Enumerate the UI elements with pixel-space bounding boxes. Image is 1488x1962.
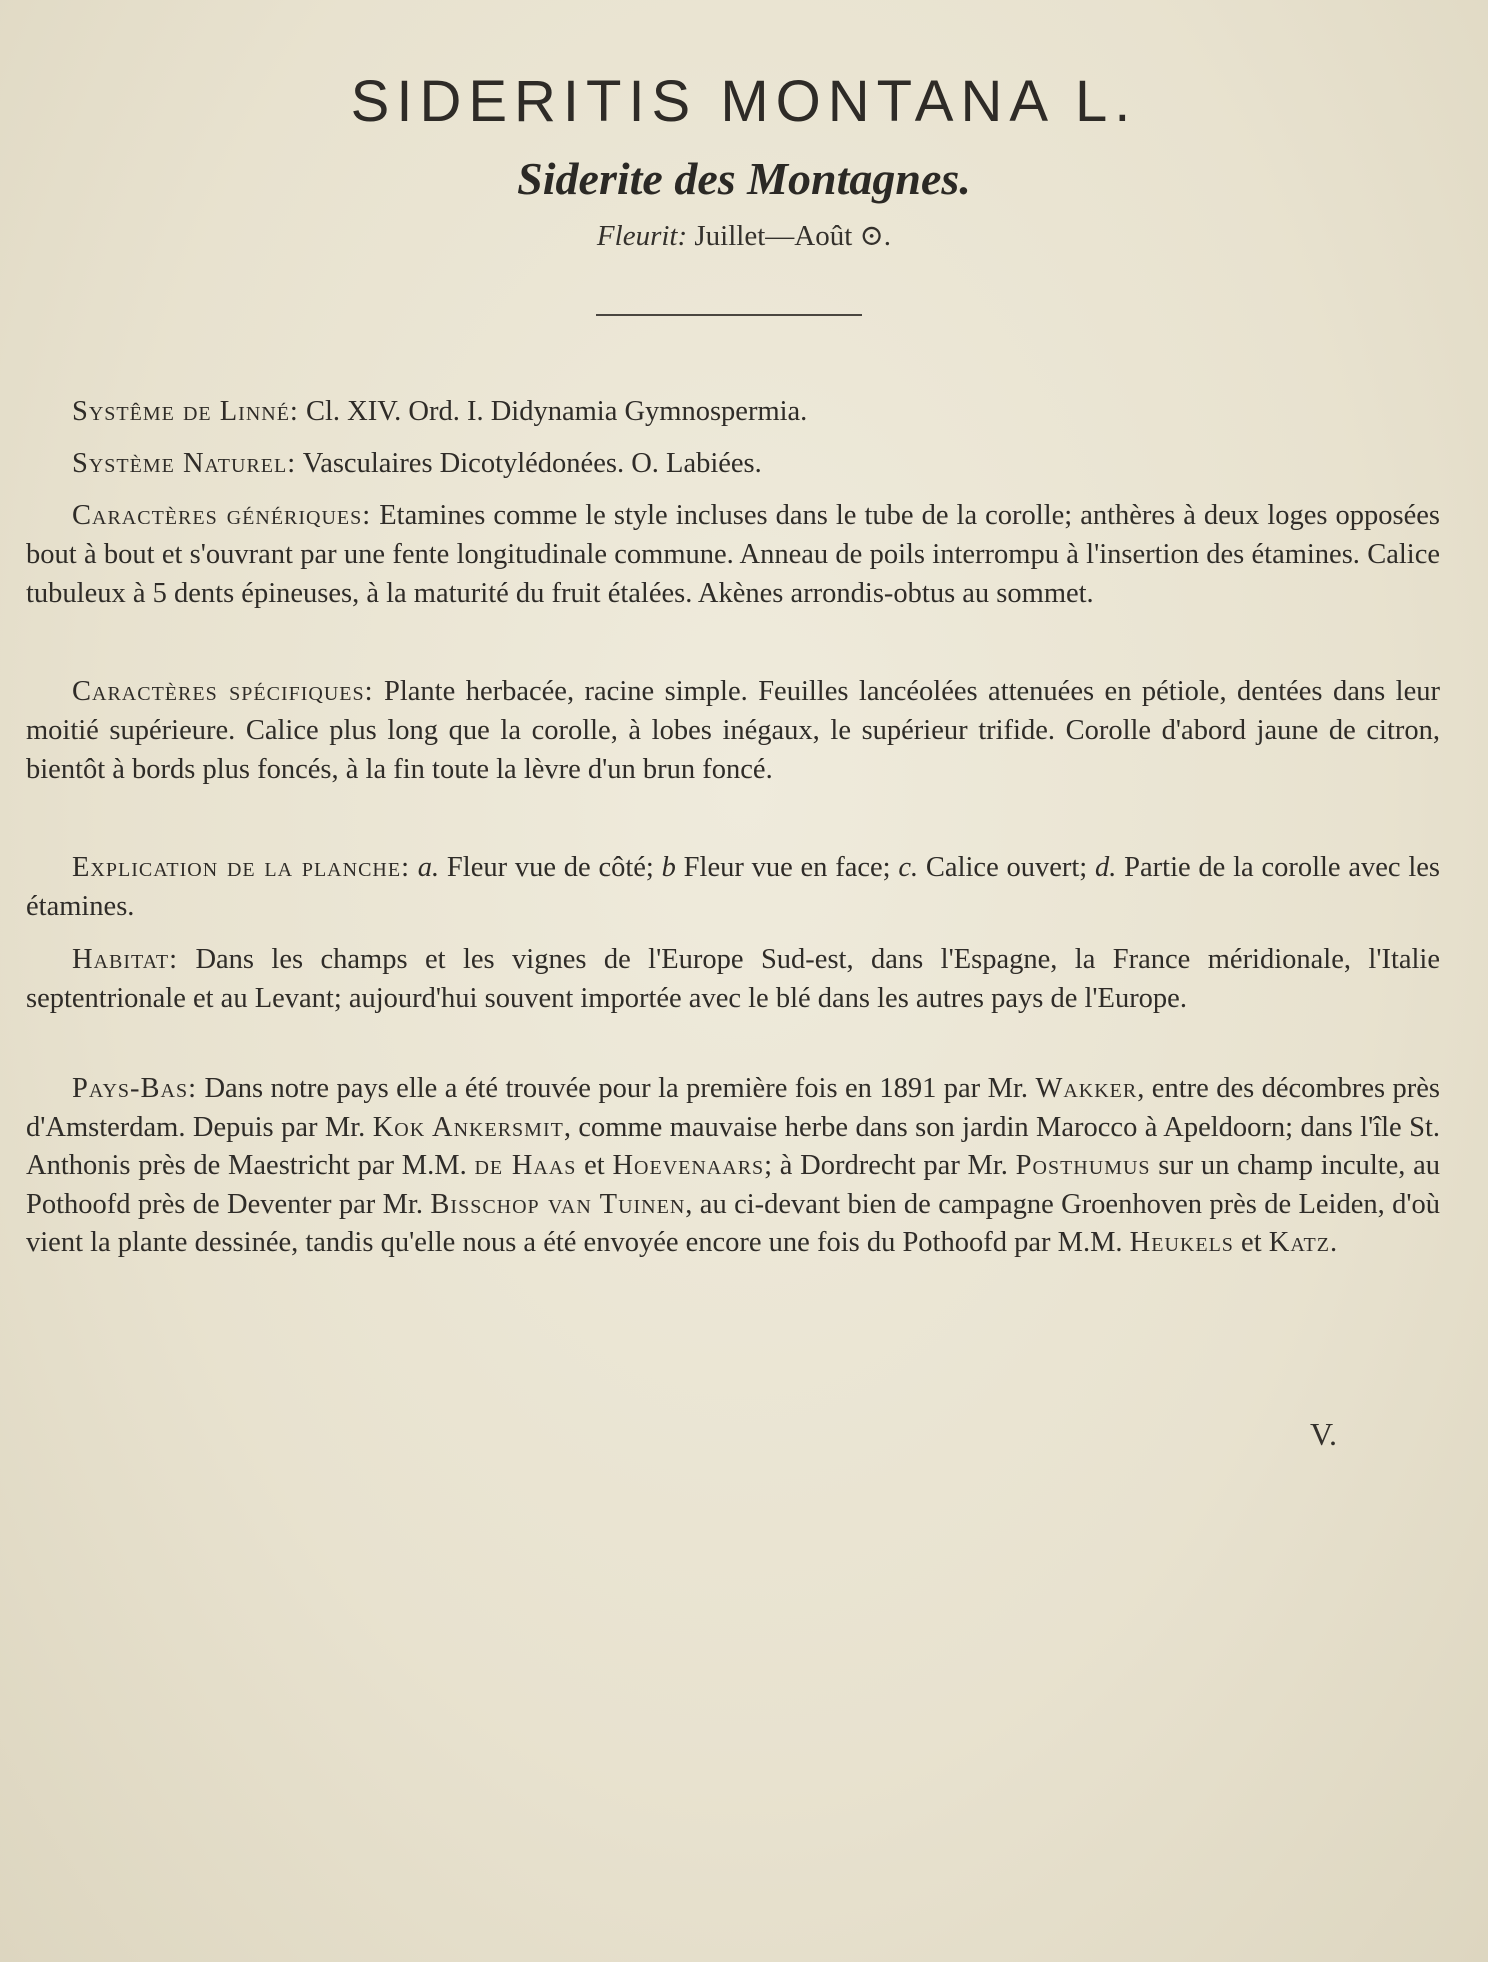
section-habitat <box>26 940 1440 1018</box>
section-text: Dans les champs et les vignes de l'Europe Sud-est, dans l'Espagne, la France méridionale, l'Italie septentrionale et au Levant; aujourd'hui souvent importée avec le blé dans les autres pays de l'Europe. <box>26 944 1440 1014</box>
page-subtitle: Siderite des Montagnes. <box>517 153 971 204</box>
section-label: Explication de la planche: <box>72 852 410 883</box>
section-text: Vasculaires Dicotylédonées. O. Labiées. <box>302 448 762 479</box>
section-generiques <box>26 496 1440 613</box>
section-naturel <box>72 444 1432 483</box>
section-text: et <box>584 1150 605 1181</box>
person-name: Katz <box>1268 1227 1330 1258</box>
section-text: et <box>1241 1227 1262 1258</box>
figure-text-a: Fleur vue de côté; <box>446 852 654 883</box>
figure-letter-a: a. <box>417 852 440 883</box>
section-text: sur un champ inculte, au Pothoofd près de Deventer par Mr. <box>26 1150 1441 1220</box>
section-label: Caractères spécifiques: <box>72 676 374 707</box>
section-label: Caractères génériques: <box>72 500 372 531</box>
author-signature: V. <box>1310 1416 1337 1452</box>
section-text: , entre des décombres près d'Amsterdam. Depuis par Mr. <box>26 1073 1441 1143</box>
section-text: . <box>1330 1227 1338 1258</box>
page-title: SIDERITIS MONTANA L. <box>350 69 1138 134</box>
section-linne <box>72 392 1432 431</box>
person-name: Hoevenaars <box>612 1150 765 1181</box>
person-name: Heukels <box>1129 1227 1234 1258</box>
section-paysbas <box>26 1070 1440 1263</box>
section-text: , comme mauvaise herbe dans son jardin Marocco à Apeldoorn; dans l'île St. Anthonis près de Maestricht par M.M. <box>26 1111 1441 1181</box>
person-name: Bisschop van Tuinen <box>430 1188 686 1220</box>
flowering-line <box>0 218 1488 253</box>
section-label: Systême de Linné: <box>72 396 299 427</box>
flowering-value: Juillet—Août ⊙. <box>694 220 892 252</box>
section-label: Système Naturel: <box>72 448 297 479</box>
figure-letter-c: c. <box>898 852 919 883</box>
figure-letter-d: d. <box>1095 852 1117 883</box>
person-name: de Haas <box>474 1150 577 1181</box>
person-name: Wakker <box>1035 1073 1138 1104</box>
person-name: Kok Ankersmit <box>372 1111 564 1143</box>
section-specifiques <box>26 672 1440 789</box>
figure-letter-b: b <box>661 852 676 883</box>
figure-text-b: Fleur vue en face; <box>683 852 891 883</box>
section-text: Dans notre pays elle a été trouvée pour la première fois en 1891 par Mr. <box>204 1073 1028 1104</box>
figure-text-c: Calice ouvert; <box>925 852 1088 883</box>
flowering-label: Fleurit: <box>596 220 688 252</box>
person-name: Posthumus <box>1015 1150 1151 1181</box>
figure-text-d: Partie de la corolle avec les étamines. <box>26 852 1440 922</box>
section-text: Plante herbacée, racine simple. Feuilles lancéolées attenuées en pétiole, dentées dans leur moitié supérieure. Calice plus long que la corolle, à lobes inégaux, le supérieur trifide. Corolle d'abord jaune de citron, bientôt à bords plus foncés, à la fin toute la lèvre d'un brun foncé. <box>26 676 1440 785</box>
section-text: , au ci-devant bien de campagne Groenhoven près de Leiden, d'où vient la plante dessinée, tandis qu'elle nous a été envoyée encore une fois du Pothoofd par M.M. <box>26 1188 1441 1258</box>
title-divider <box>596 314 862 316</box>
section-text: ; à Dordrecht par Mr. <box>764 1150 1008 1181</box>
section-label: Pays-Bas: <box>72 1073 198 1104</box>
section-explication <box>26 848 1440 926</box>
section-text: Etamines comme le style incluses dans le tube de la corolle; anthères à deux loges opposées bout à bout et s'ouvrant par une fente longitudinale commune. Anneau de poils interrompu à l'insertion des étamines. Calice tubuleux à 5 dents épineuses, à la maturité du fruit étalées. Akènes arrondis-obtus au sommet. <box>26 500 1441 609</box>
section-label: Habitat: <box>72 944 179 975</box>
section-text: Cl. XIV. Ord. I. Didynamia Gymnospermia. <box>305 396 808 427</box>
